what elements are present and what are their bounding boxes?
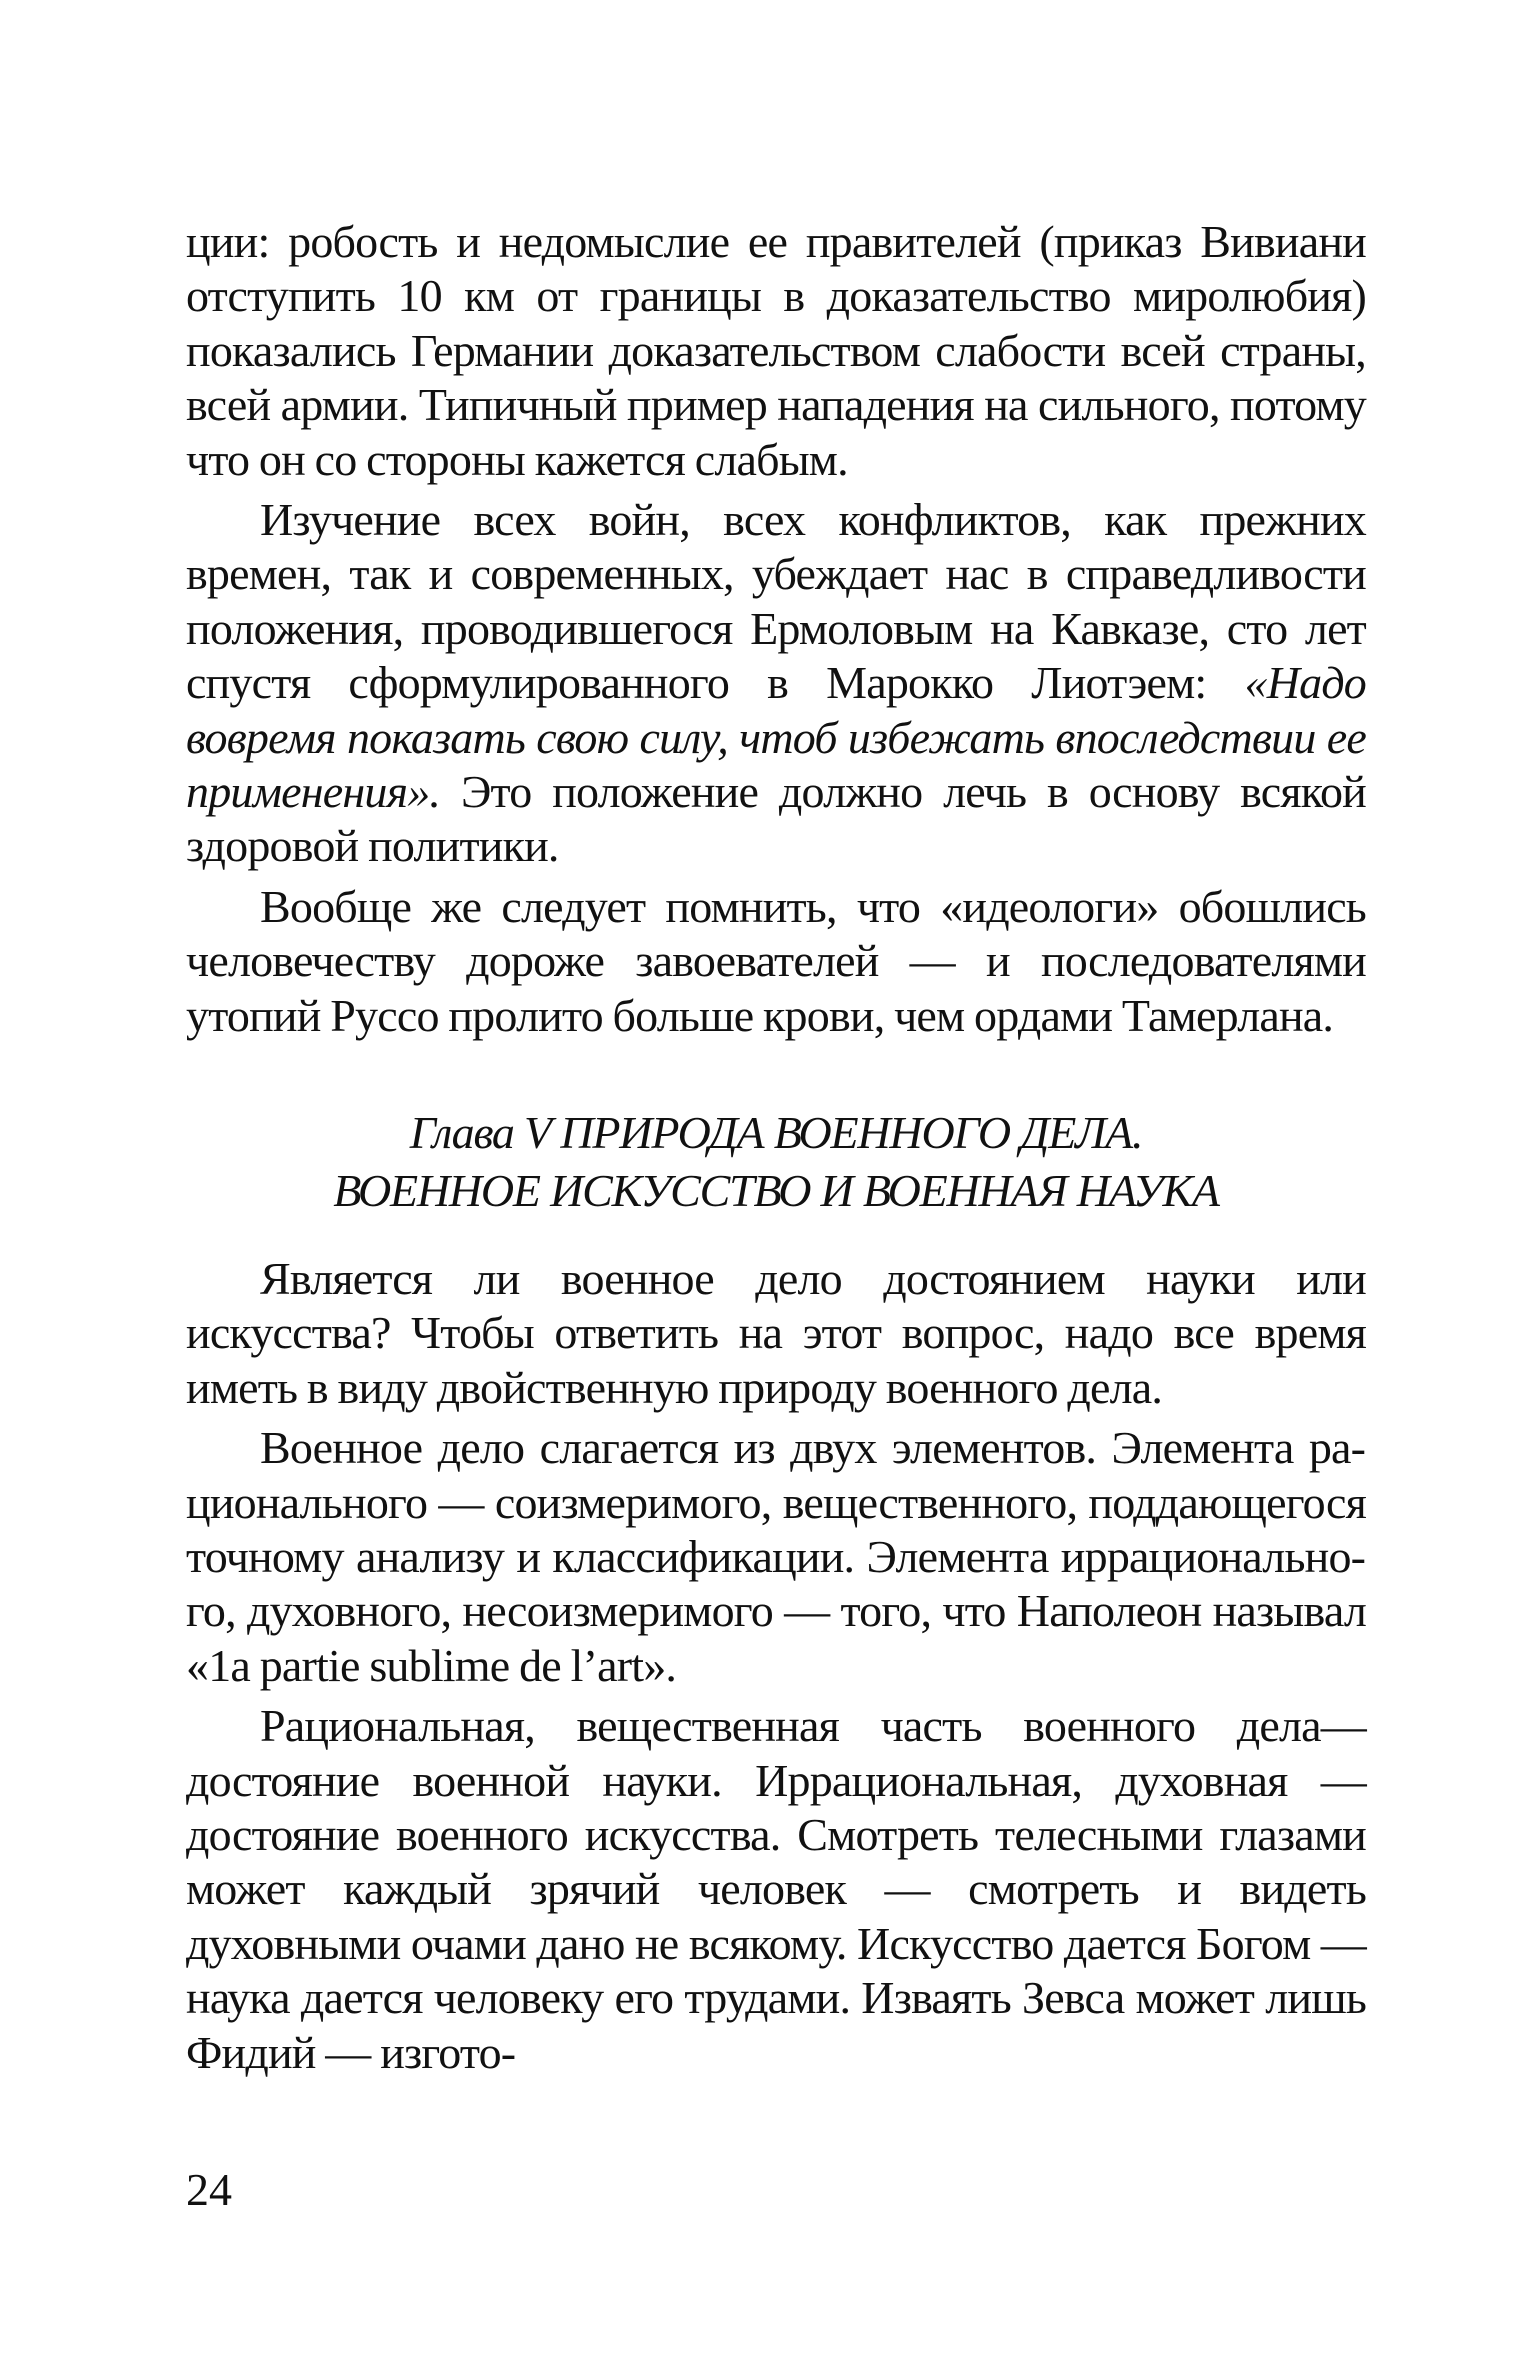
chapter-title-line-2: ВОЕННОЕ ИСКУССТВО И ВОЕННАЯ НАУКА [333, 1165, 1219, 1216]
paragraph-text: Это положение должно лечь в основу всякой здоровой политики. [186, 766, 1366, 872]
paragraph-ideologues: Вообще же следует помнить, что «идеологи» обошлись человечеству дороже завоевателей — и последователями утопий Руссо пролито больше крови, чем ордами Тамерлана. [186, 880, 1366, 1041]
paragraph-question: Является ли военное дело достоянием науки или искусства? Чтобы ответить на этот вопрос, надо все время иметь в виду двойственную природу военного дела. [186, 1253, 1366, 1413]
paragraph-text: Изучение всех войн, всех конфликтов, как прежних времен, так и современных, убеждает нас в справедливости положения, проводившегося Ермоловым на Кавказе, сто лет спустя сформулированного в Марокко Лиотэем: [186, 494, 1366, 709]
chapter-heading [186, 1104, 1366, 1220]
paragraph-elements: Военное дело слагается из двух элементов. Элемента рационального — соизмеримого, вещественного, поддающегося точному анализу и классификации. Элемента иррационального, духовного, несоизмеримого — того, что Наполеон называл «1a partie sublime de l’art». [186, 1422, 1366, 1691]
paragraph-continuation: ции: робость и недомыслие ее правителей (приказ Вивиани отступить 10 км от границы в доказательство миролюбия) показались Германии доказательством слабости всей страны, всей армии. Типичный пример нападения на сильного, потому что он со стороны кажется слабым. [186, 216, 1366, 485]
text-block-chapter [186, 1252, 1366, 2086]
page-number: 24 [186, 2164, 232, 2215]
lyautey-quote: «Надо вовремя показать свою силу, чтоб избежать впоследствии ее применения». [186, 657, 1366, 818]
paragraph-science-art: Рациональная, вещественная часть военного дела— достояние военной науки. Иррациональная, духовная — достояние военного искусства. Смотреть телесными глазами может каждый зрячий человек — смотреть и видеть духовными очами дано не всякому. Искусство дается Богом — наука дается человеку его трудами. Изваять Зевса может лишь Фидий — изгото- [186, 1700, 1366, 2078]
paragraph-ermolov [186, 493, 1366, 874]
text-block-top [186, 215, 1366, 1049]
chapter-title-line-1: Глава V ПРИРОДА ВОЕННОГО ДЕЛА. [409, 1107, 1143, 1158]
